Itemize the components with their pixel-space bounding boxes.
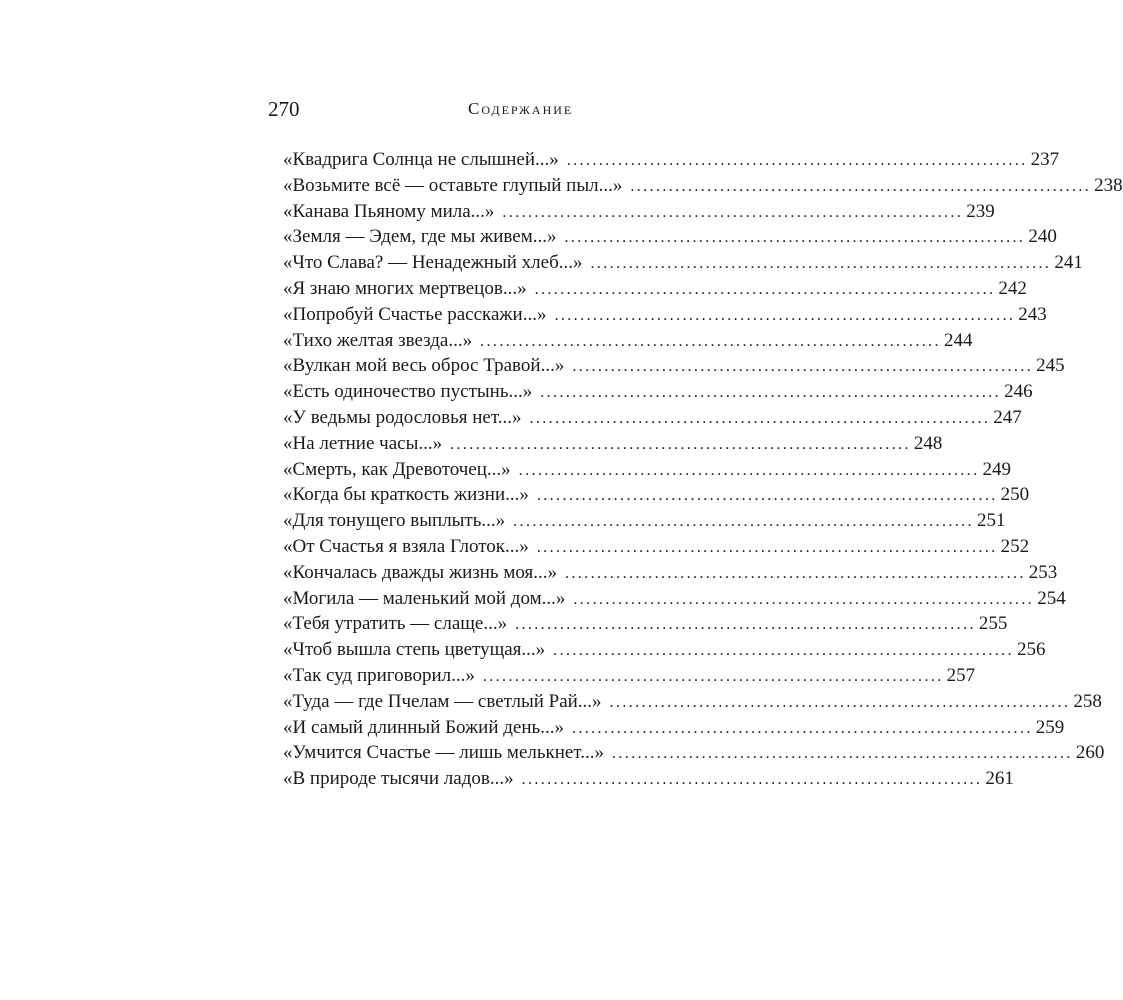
toc-entry-title: «В природе тысячи ладов...»: [283, 768, 514, 790]
toc-entry: [283, 663, 976, 689]
toc-entry-page: 240: [1028, 226, 1057, 248]
toc-entry: [283, 173, 1123, 199]
toc-entry-page: 243: [1018, 303, 1047, 325]
dot-leader: ........................................................................: [515, 616, 976, 634]
toc-entry-page: 260: [1075, 742, 1105, 764]
toc-entry-page: 246: [1004, 381, 1033, 403]
toc-entry-page: 245: [1036, 355, 1065, 377]
toc-entry-page: 241: [1054, 252, 1083, 274]
table-of-contents: [283, 147, 1123, 792]
toc-entry-page: 238: [1094, 174, 1123, 196]
toc-entry-page: 251: [976, 510, 1006, 532]
toc-entry-title: «Кончалась дважды жизнь моя...»: [283, 561, 557, 583]
dot-leader: ........................................................................: [553, 642, 1014, 660]
toc-entry-page: 256: [1016, 639, 1046, 661]
dot-leader: ........................................................................: [612, 745, 1073, 763]
toc-entry: [283, 482, 1030, 508]
toc-entry: [283, 199, 995, 225]
dot-leader: ........................................................................: [564, 564, 1026, 582]
dot-leader: ........................................................................: [572, 358, 1034, 376]
toc-entry: [283, 637, 1046, 663]
toc-entry-title: «Земля — Эдем, где мы живем...»: [283, 226, 557, 248]
toc-entry: [283, 508, 1006, 534]
dot-leader: ........................................................................: [482, 667, 944, 685]
toc-entry-title: «Чтоб вышла степь цветущая...»: [283, 639, 546, 661]
toc-entry: [283, 379, 1033, 405]
dot-leader: ........................................................................: [534, 280, 996, 298]
toc-entry-page: 257: [946, 664, 976, 686]
toc-entry: [283, 611, 1008, 637]
toc-entry-title: «Тихо желтая звезда...»: [283, 329, 473, 351]
toc-entry: [283, 689, 1102, 715]
dot-leader: ........................................................................: [450, 435, 911, 453]
toc-entry-title: «Возьмите всё — оставьте глупый пыл...»: [283, 174, 623, 196]
dot-leader: ........................................................................: [502, 203, 964, 221]
toc-entry-page: 253: [1028, 561, 1058, 583]
toc-entry-title: «И самый длинный Божий день...»: [283, 716, 564, 738]
toc-entry: [283, 147, 1060, 173]
toc-entry: [283, 302, 1047, 328]
dot-leader: ........................................................................: [573, 590, 1035, 608]
toc-entry: [283, 224, 1057, 250]
toc-entry-page: 248: [913, 432, 943, 454]
toc-entry-title: «Когда бы краткость жизни...»: [283, 484, 529, 506]
dot-leader: ........................................................................: [518, 461, 980, 479]
toc-entry-page: 250: [1000, 484, 1030, 506]
toc-entry-title: «От Счастья я взяла Глоток...»: [283, 535, 529, 557]
dot-leader: ........................................................................: [480, 332, 941, 350]
toc-entry-page: 252: [1000, 535, 1030, 557]
toc-entry-title: «Есть одиночество пустынь...»: [283, 381, 533, 403]
toc-entry-page: 261: [985, 768, 1014, 790]
dot-leader: ........................................................................: [540, 384, 1002, 402]
toc-entry-page: 258: [1073, 690, 1102, 712]
dot-leader: ........................................................................: [564, 229, 1026, 247]
toc-entry-title: «На летние часы...»: [283, 432, 443, 454]
toc-entry: [283, 534, 1030, 560]
dot-leader: ........................................................................: [521, 771, 983, 789]
dot-leader: ........................................................................: [536, 487, 998, 505]
toc-entry: [283, 740, 1105, 766]
dot-leader: ........................................................................: [536, 538, 998, 556]
toc-entry-title: «Вулкан мой весь оброс Травой...»: [283, 355, 565, 377]
toc-entry-page: 259: [1035, 716, 1065, 738]
toc-entry: [283, 431, 943, 457]
toc-entry-page: 239: [966, 200, 995, 222]
page-number: 270: [268, 97, 300, 121]
toc-entry-title: «Тебя утратить — слаще...»: [283, 613, 508, 635]
toc-entry-page: 255: [978, 613, 1008, 635]
dot-leader: ........................................................................: [566, 152, 1028, 169]
toc-entry-title: «Умчится Счастье — лишь мелькнет...»: [283, 742, 604, 764]
toc-entry-page: 244: [943, 329, 973, 351]
toc-entry-page: 254: [1037, 587, 1066, 609]
toc-entry: [283, 328, 973, 354]
toc-entry-title: «Канава Пьяному мила...»: [283, 200, 495, 222]
toc-entry-title: «Квадрига Солнца не слышней...»: [283, 149, 559, 170]
toc-entry-title: «Я знаю многих мертвецов...»: [283, 277, 527, 299]
toc-entry: [283, 405, 1022, 431]
toc-entry-title: «Смерть, как Древоточец...»: [283, 458, 511, 480]
toc-entry-title: «Попробуй Счастье расскажи...»: [283, 303, 547, 325]
toc-entry: [283, 250, 1083, 276]
dot-leader: ........................................................................: [590, 255, 1052, 273]
toc-entry-page: 237: [1030, 149, 1060, 170]
dot-leader: ........................................................................: [571, 719, 1033, 737]
toc-entry-title: «У ведьмы родословья нет...»: [283, 406, 522, 428]
toc-entry-title: «Могила — маленький мой дом...»: [283, 587, 566, 609]
dot-leader: ........................................................................: [529, 409, 991, 427]
dot-leader: ........................................................................: [554, 306, 1016, 324]
toc-entry-title: «Туда — где Пчелам — светлый Рай...»: [283, 690, 602, 712]
page-header: [268, 94, 764, 124]
toc-entry: [283, 766, 1014, 792]
toc-entry-page: 242: [998, 277, 1027, 299]
toc-entry-page: 247: [993, 406, 1022, 428]
dot-leader: ........................................................................: [630, 177, 1092, 195]
toc-entry: [283, 715, 1065, 741]
toc-entry: [283, 276, 1027, 302]
toc-entry: [283, 586, 1066, 612]
dot-leader: ........................................................................: [513, 513, 974, 531]
toc-entry: [283, 457, 1011, 483]
toc-entry-title: «Что Слава? — Ненадежный хлеб...»: [283, 252, 583, 274]
toc-entry-title: «Так суд приговорил...»: [283, 664, 475, 686]
toc-entry: [283, 560, 1058, 586]
toc-entry: [283, 353, 1065, 379]
toc-entry-page: 249: [982, 458, 1011, 480]
running-head: Содержание: [468, 99, 574, 118]
dot-leader: ........................................................................: [609, 693, 1071, 711]
toc-entry-title: «Для тонущего выплыть...»: [283, 510, 506, 532]
